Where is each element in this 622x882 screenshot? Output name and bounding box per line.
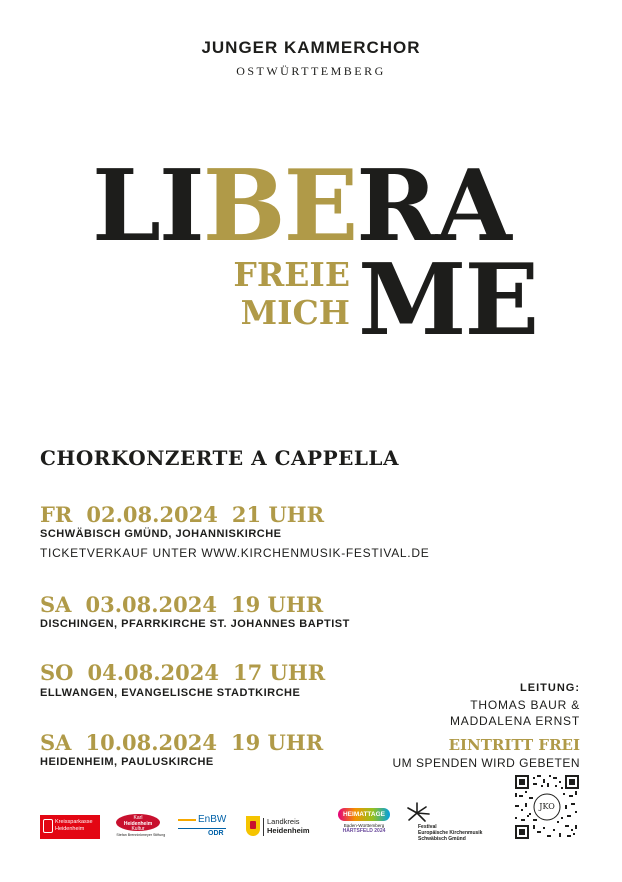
festival-city: Schwäbisch Gmünd — [418, 836, 466, 842]
heimattage-logo — [336, 808, 392, 844]
title-part-be: BE — [202, 149, 357, 264]
karl-kultur-logo — [114, 814, 166, 842]
entry-free: EINTRITT FREI — [448, 736, 580, 754]
concert-venue: ELLWANGEN, EVANGELISCHE STADTKIRCHE — [40, 687, 301, 699]
concert-venue: HEIDENHEIM, PAULUSKIRCHE — [40, 756, 214, 768]
karl-city: Heidenheim — [123, 820, 153, 827]
landkreis-label: Landkreis — [267, 817, 300, 826]
festival-name: Europäische Kirchenmusik — [418, 830, 483, 836]
heimattage-name: HEIMATTAGE — [338, 808, 390, 821]
concert-time: 17 UHR — [233, 660, 326, 685]
concert-time: 21 UHR — [231, 502, 325, 527]
choir-region: OSTWÜRTTEMBERG — [236, 64, 386, 78]
leitung-name-1: THOMAS BAUR & — [470, 698, 580, 712]
concert-date: 10.08.2024 — [85, 730, 217, 755]
sparkasse-logo — [40, 815, 100, 839]
concert-venue: DISCHINGEN, PFARRKIRCHE ST. JOHANNES BAPTIST — [40, 618, 350, 630]
qr-center-label: JKO — [539, 802, 555, 811]
title-part-ra: RA — [356, 149, 510, 264]
festival-logo — [404, 800, 490, 842]
sparkasse-city: Heidenheim — [55, 826, 85, 832]
concert-day: SA — [40, 592, 72, 617]
concert-day: SA — [40, 730, 72, 755]
karl-name: Karl — [133, 815, 143, 821]
sparkasse-name: Kreissparkasse — [55, 819, 93, 825]
enbw-stripe-icon — [178, 819, 196, 821]
title-me: ME — [358, 243, 538, 358]
concert-day: SO — [40, 660, 74, 685]
festival-star-icon — [404, 800, 430, 826]
concert-date-line — [40, 660, 339, 685]
festival-label: Festival — [418, 824, 437, 830]
enbw-odr-logo — [178, 814, 228, 840]
concert-date: 04.08.2024 — [87, 660, 219, 685]
heimattage-state: Baden-Württemberg — [343, 823, 385, 828]
choir-name: JUNGER KAMMERCHOR — [201, 38, 421, 57]
odr-name: ODR — [208, 830, 224, 837]
concert-date-line — [40, 592, 337, 617]
enbw-name: EnBW — [198, 814, 227, 825]
concert-venue: SCHWÄBISCH GMÜND, JOHANNISKIRCHE — [40, 528, 282, 540]
translation-freie: FREIE — [233, 255, 350, 294]
sparkasse-s-icon — [43, 819, 53, 833]
concert-day: FR — [40, 502, 73, 527]
concert-time: 19 UHR — [231, 592, 324, 617]
concert-date-line — [40, 730, 337, 755]
concert-date-line — [40, 502, 338, 527]
karl-kultur: Kultur — [131, 826, 145, 832]
leitung-name-2: MADDALENA ERNST — [449, 714, 580, 728]
concert-time: 19 UHR — [231, 730, 324, 755]
donation-note: UM SPENDEN WIRD GEBETEN — [392, 756, 580, 770]
landkreis-logo — [246, 814, 322, 840]
title-part-li: LI — [92, 149, 203, 264]
qr-code[interactable] — [515, 775, 579, 839]
leitung-label: LEITUNG: — [520, 682, 580, 694]
coat-of-arms-icon — [246, 816, 260, 836]
landkreis-city: Heidenheim — [267, 826, 310, 835]
title-libera — [92, 149, 510, 264]
subtitle: CHORKONZERTE A CAPPELLA — [40, 446, 399, 470]
heimattage-event: HÄRTSFELD 2024 — [342, 828, 386, 834]
concert-date: 02.08.2024 — [86, 502, 218, 527]
concert-date: 03.08.2024 — [85, 592, 217, 617]
ticket-info: TICKETVERKAUF UNTER WWW.KIRCHENMUSIK-FESTIVAL.DE — [40, 546, 430, 560]
translation-mich: MICH — [240, 293, 350, 332]
karl-foundation: Stefan Brenninkmeyer Stiftung — [116, 832, 166, 837]
